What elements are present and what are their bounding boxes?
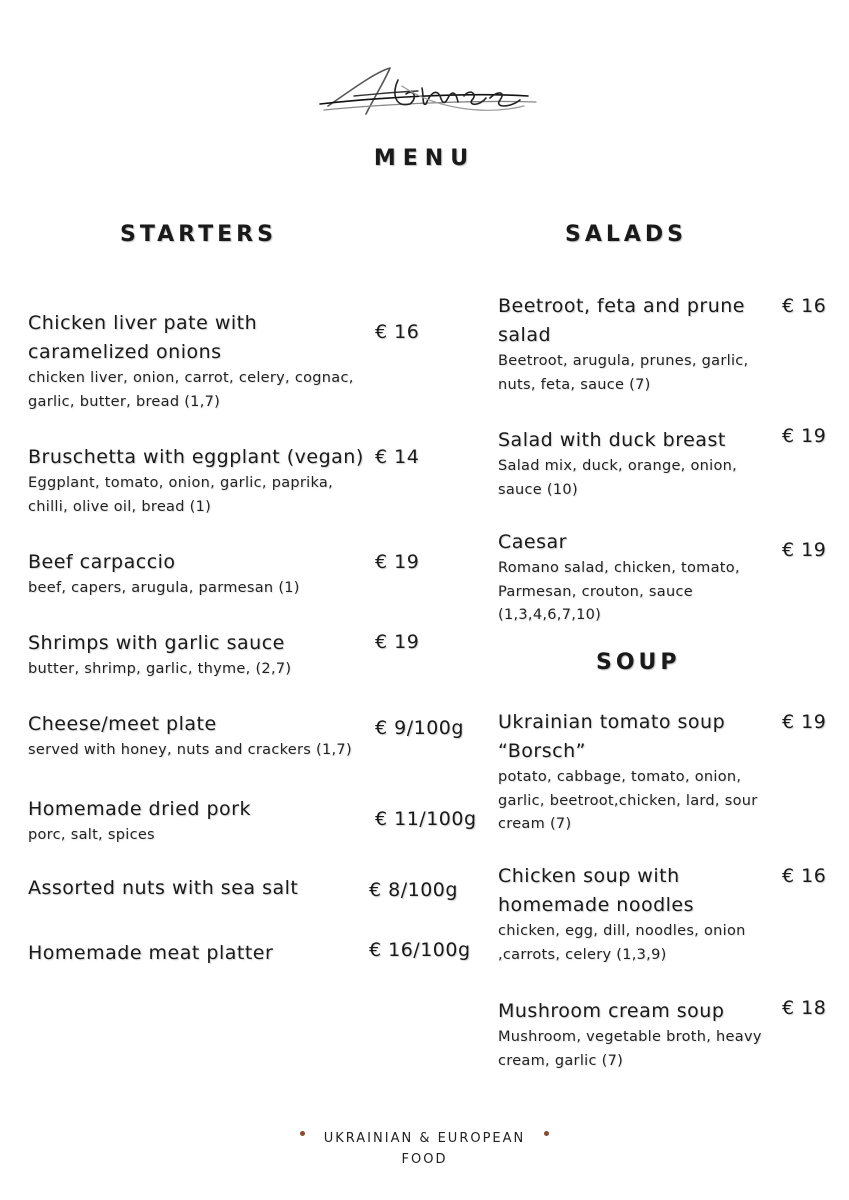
footer-text: UKRAINIAN & EUROPEAN: [323, 1131, 526, 1146]
menu-item-name: Chicken soup with homemade noodles: [498, 865, 695, 916]
menu-item-description: Beetroot, arugula, prunes, garlic, nuts, feta, sauce (7): [498, 353, 749, 393]
menu-item-name: Beetroot, feta and prune salad: [498, 295, 745, 346]
menu-item-description: porc, salt, spices: [28, 827, 155, 843]
menu-item: [28, 548, 373, 601]
menu-item: [28, 795, 373, 848]
soup-section-title: SOUP: [596, 650, 681, 675]
menu-item: [28, 629, 373, 682]
menu-item: [498, 997, 778, 1073]
menu-item-name: Ukrainian tomato soup “Borsch”: [498, 711, 726, 762]
menu-item-description: served with honey, nuts and crackers (1,7): [28, 742, 352, 758]
menu-item-name: Homemade meat platter: [28, 942, 274, 964]
salads-section-title: SALADS: [565, 222, 688, 247]
menu-item-description: butter, shrimp, garlic, thyme, (2,7): [28, 661, 292, 677]
menu-item-price: € 18: [782, 997, 827, 1019]
menu-item: [28, 443, 373, 519]
menu-item-price: € 11/100g: [375, 808, 477, 830]
bullet-dot-icon: [300, 1131, 305, 1136]
menu-item: [28, 939, 368, 968]
menu-item-description: Romano salad, chicken, tomato, Parmesan, crouton, sauce (1,3,4,6,7,10): [498, 560, 740, 623]
menu-item-price: € 16: [782, 295, 827, 317]
menu-item-price: € 19: [782, 425, 827, 447]
menu-item-name: Salad with duck breast: [498, 429, 726, 451]
restaurant-logo: [314, 58, 544, 130]
menu-item: [28, 710, 373, 763]
menu-item-name: Beef carpaccio: [28, 551, 176, 573]
menu-item-price: € 16: [375, 321, 420, 343]
menu-item-name: Assorted nuts with sea salt: [28, 877, 299, 899]
menu-item-price: € 19: [375, 551, 420, 573]
menu-item-description: chicken liver, onion, carrot, celery, cognac, garlic, butter, bread (1,7): [28, 370, 354, 410]
menu-item: [498, 426, 773, 502]
menu-title: MENU: [373, 146, 476, 171]
menu-item: [498, 708, 778, 837]
footer-line-1: [0, 1128, 849, 1149]
menu-item-name: Homemade dried pork: [28, 798, 251, 820]
menu-item-name: Cheese/meet plate: [28, 713, 217, 735]
menu-item-price: € 19: [782, 539, 827, 561]
menu-item-description: Mushroom, vegetable broth, heavy cream, garlic (7): [498, 1029, 762, 1069]
menu-item-name: Bruschetta with eggplant (vegan): [28, 446, 364, 468]
menu-item-name: Caesar: [498, 531, 567, 553]
menu-item-price: € 14: [375, 446, 420, 468]
menu-item-price: € 8/100g: [369, 879, 458, 901]
menu-item-price: € 19: [782, 711, 827, 733]
menu-item-description: beef, capers, arugula, parmesan (1): [28, 580, 300, 596]
menu-item: [498, 292, 773, 397]
menu-item-price: € 16: [782, 865, 827, 887]
starters-section-title: STARTERS: [120, 222, 277, 247]
bullet-dot-icon: [544, 1131, 549, 1136]
menu-item: [498, 528, 773, 628]
menu-item-description: Eggplant, tomato, onion, garlic, paprika, chilli, olive oil, bread (1): [28, 475, 334, 515]
menu-item: [28, 874, 368, 903]
menu-item-description: potato, cabbage, tomato, onion, garlic, beetroot,chicken, lard, sour cream (7): [498, 769, 758, 832]
menu-item-name: Shrimps with garlic sauce: [28, 632, 285, 654]
menu-item-price: € 9/100g: [375, 717, 464, 739]
menu-item: [498, 862, 773, 967]
footer-tagline: [0, 1128, 849, 1170]
menu-item: [28, 309, 368, 414]
menu-item-price: € 16/100g: [369, 939, 471, 961]
menu-item-name: Mushroom cream soup: [498, 1000, 725, 1022]
footer-line-2: FOOD: [401, 1152, 448, 1167]
menu-item-description: chicken, egg, dill, noodles, onion ,carrots, celery (1,3,9): [498, 923, 746, 963]
menu-item-description: Salad mix, duck, orange, onion, sauce (10): [498, 458, 738, 498]
menu-item-name: Chicken liver pate with caramelized onions: [28, 312, 258, 363]
menu-item-price: € 19: [375, 631, 420, 653]
